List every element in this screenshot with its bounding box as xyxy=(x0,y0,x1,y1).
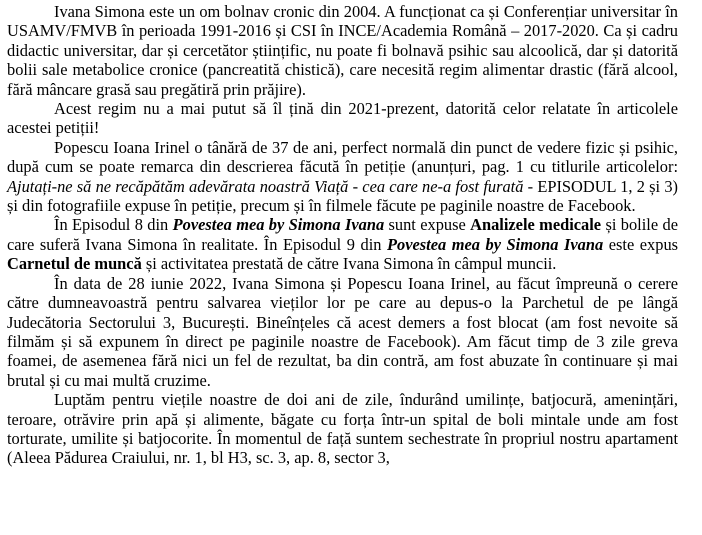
paragraph-diet-regime: Acest regim nu a mai putut să îl țină din 2021-prezent, datorită celor relatate în articolele acestei petiții! xyxy=(7,99,678,138)
p4-work-record-bold: Carnetul de muncă xyxy=(7,254,142,274)
document-page xyxy=(7,0,678,468)
p4-series-title-1: Povestea mea by Simona Ivana xyxy=(172,215,385,235)
paragraph-episodes-8-9 xyxy=(7,215,678,273)
p4-text-1: În Episodul 8 din xyxy=(54,215,173,235)
p3-text-before: Popescu Ioana Irinel o tânără de 37 de ani, perfect normală din punct de vedere fizic și psihic, după cum se poate remarca din descrierea făcută în petiție (anunțuri, pag. 1 cu titlurile articolelor: xyxy=(7,137,678,177)
paragraph-june-2022-request: În data de 28 iunie 2022, Ivana Simona și Popescu Ioana Irinel, au făcut împreună o cerere către dumneavoastră pentru salvarea vieților lor pe care au depus-o la Parchetul de pe lângă Judecătoria Sectorului 3, București. Bineînțeles că acest demers a fost blocat (am fost nevoite să filmăm și să expunem în direct pe paginile noastre de Facebook). Am făcut timp de 3 zile greva foamei, de asemenea fără nici un fel de rezultat, ba din contră, am fost abuzate în continuare și mai brutal și cu mai multă cruzime. xyxy=(7,273,678,390)
paragraph-ivana-simona-background: Ivana Simona este un om bolnav cronic din 2004. A funcționat ca și Conferențiar universitar în USAMV/FMVB în perioada 1991-2016 și CSI în INCE/Academia Română – 2017-2020. Ca și cadru didactic universitar, dar și cercetător științific, nu poate fi bolnavă psihic sau alcoolică, dar și datorită bolii sale metabolice cronice (pancreatită chistică), care necesită regim alimentar drastic (fără alcool, fără mâncare grasă sau pregătiră prin prăjire). xyxy=(7,2,678,99)
p4-text-4: este expus xyxy=(603,234,679,254)
p4-medical-analyses-bold: Analizele medicale xyxy=(470,215,602,235)
p3-text-after: EPISODUL 1, 2 și 3) și din fotografiile expuse în petiție, precum și în filmele făcute pe paginile noastre de Facebook. xyxy=(7,176,678,216)
p3-article-title-italic: Ajutați-ne să ne recăpătăm adevărata noastră Viață - cea care ne-a fost furată - xyxy=(7,176,534,196)
p4-text-3: și bolile de care suferă Ivana Simona în realitate. În Episodul 9 din xyxy=(7,215,678,254)
paragraph-popescu-ioana-irinel xyxy=(7,138,678,216)
p4-text-5: și activitatea prestată de către Ivana Simona în câmpul muncii. xyxy=(141,254,557,274)
p4-text-2: sunt expuse xyxy=(384,215,471,235)
p4-series-title-2: Povestea mea by Simona Ivana xyxy=(387,234,604,254)
paragraph-fighting-for-lives: Luptăm pentru viețile noastre de doi ani de zile, îndurând umilințe, batjocură, amenințări, teroare, otrăvire prin apă și alimente, băgate cu forța într-un spital de boli mintale unde am fost torturate, umilite și batjocorite. În momentul de față suntem sechestrate în propriul nostru apartament (Aleea Pădurea Craiului, nr. 1, bl H3, sc. 3, ap. 8, sector 3, xyxy=(7,390,678,468)
